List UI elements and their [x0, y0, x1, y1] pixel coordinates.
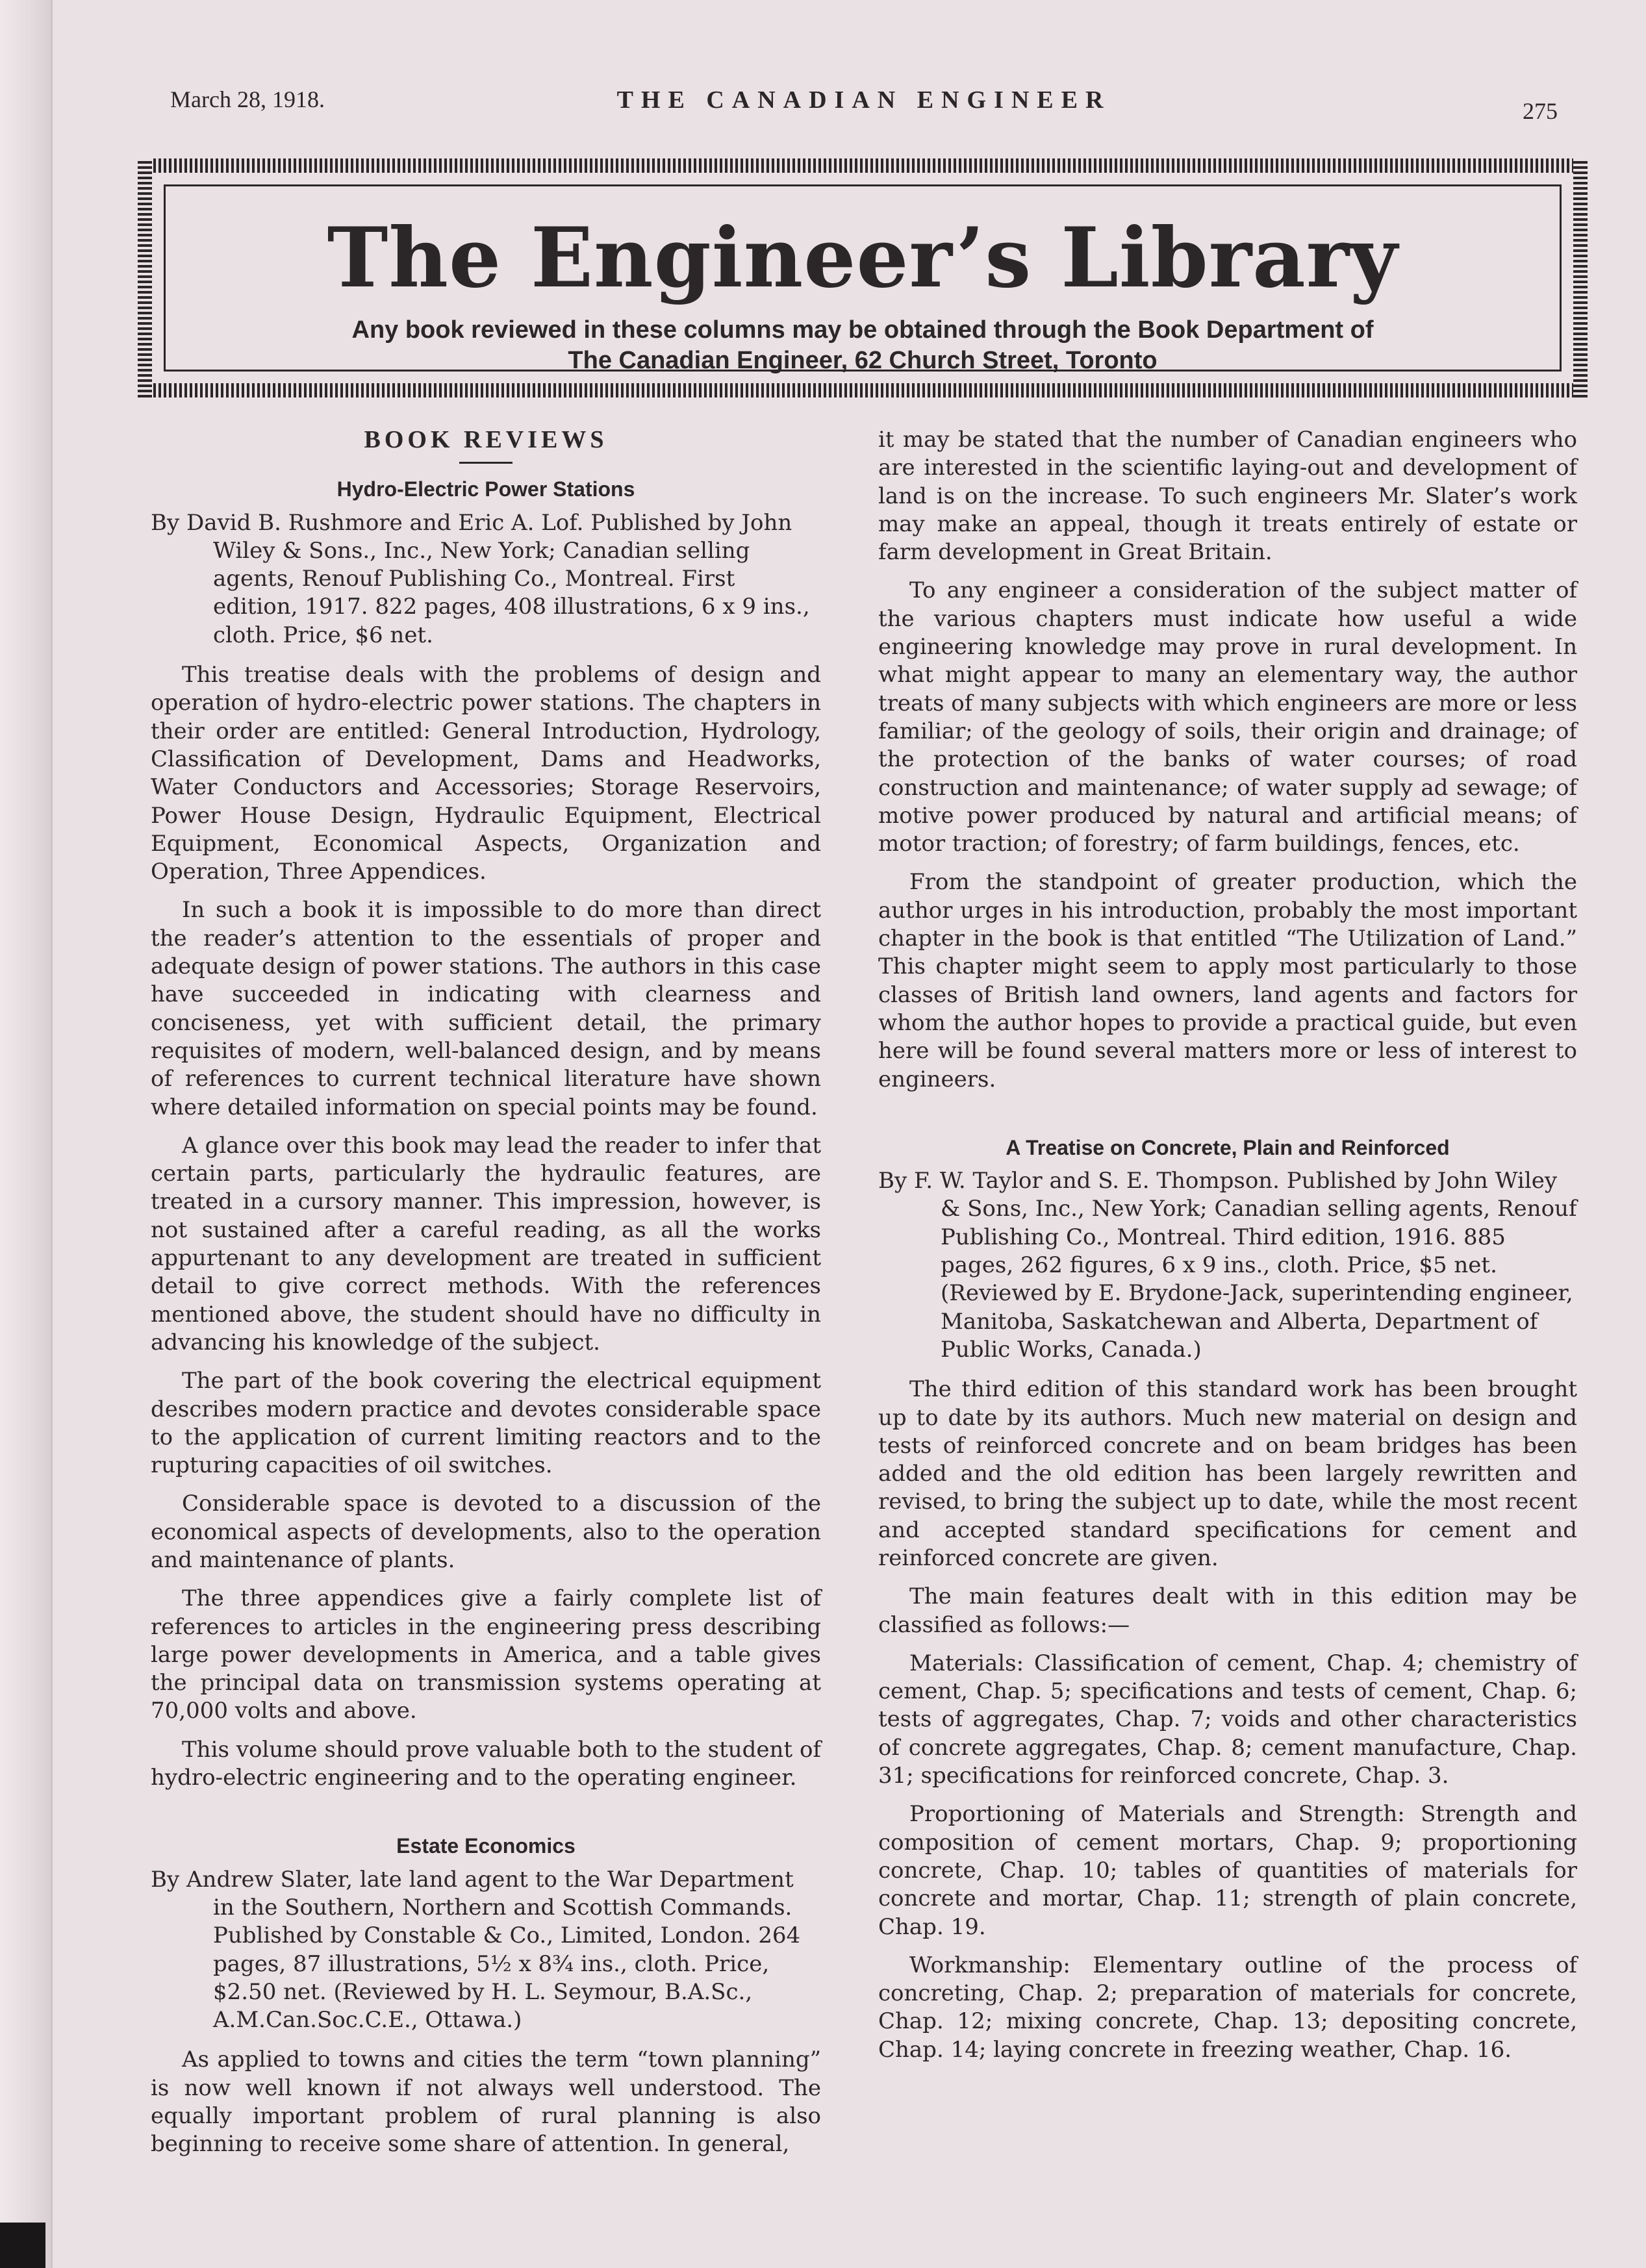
review-paragraph: This treatise deals with the problems of design and operation of hydro-electric power stations. The chapters in their order are entitled: General Introduction, Hydrology, Classification of Development, Dams and Headworks, Water Conductors and Accessories; Storage Reservoirs, Power House Design, Hydraulic Equipment, Electrical Equipment, Economical Aspects, Organization and Operation, Three Appendices. [151, 662, 821, 885]
review-paragraph: In such a book it is impossible to do more than direct the reader’s attention to the essentials of proper and adequate design of power stations. The authors in this case have succeeded in indicating with clearness and conciseness, yet with sufficient detail, the primary requisites of modern, well-balanced design, and by means of references to current technical literature have shown where detailed information on special points may be found. [151, 897, 821, 1120]
section-gap [878, 1104, 1577, 1134]
heading-rule [459, 462, 513, 464]
banner-title: The Engineer’s Library [327, 210, 1399, 306]
review-paragraph: From the standpoint of greater production, which the author urges in his introduction, probably the most important chapter in the book is that entitled “The Utilization of Land.” This chapter might seem to apply most particularly to those classes of British land owners, land agents and factors for whom the author hopes to provide a practical guide, but even here will be found several matters more or less of interest to engineers. [878, 869, 1577, 1092]
review-paragraph: To any engineer a consideration of the subject matter of the various chapters must indicate how useful a wide engineering knowledge may prove in rural development. In what might appear to many an elementary way, the author treats of many subjects with which engineers are more or less familiar; of the geology of soils, their origin and drainage; of the protection of the banks of water courses; of road construction and maintenance; of water supply ad sewage; of motive power produced by natural and artificial means; of motor traction; of forestry; of farm buildings, fences, etc. [878, 577, 1577, 857]
section-heading: BOOK REVIEWS [364, 426, 608, 453]
right-column [878, 426, 1577, 2074]
review-paragraph: The third edition of this standard work has been brought up to date by its authors. Much new material on design and tests of reinforced concrete and on beam bridges has been added and the old edition has been largely rewritten and revised, to bring the subject up to date, while the most recent and accepted standard specifications for cement and reinforced concrete are given. [878, 1376, 1577, 1571]
review-paragraph: This volume should prove valuable both to the student of hydro-electric engineering and to the operating engineer. [151, 1736, 821, 1791]
review-paragraph: The part of the book covering the electrical equipment describes modern practice and devotes considerable space to the application of current limiting reactors and to the rupturing capacities of oil switches. [151, 1368, 821, 1479]
journal-title: THE CANADIAN ENGINEER [616, 86, 1111, 114]
review-paragraph: The three appendices give a fairly complete list of references to articles in the engineering press describing large power developments in America, and a table gives the principal data on transmission systems operating at 70,000 volts and above. [151, 1585, 821, 1724]
banner-subtitle-line-1: Any book reviewed in these columns may be obtained through the Book Department of [351, 316, 1374, 344]
review-paragraph: As applied to towns and cities the term “town planning” is now well known if not always well understood. The equally important problem of rural planning is also beginning to receive some share of attention. In general, [151, 2047, 821, 2158]
review-paragraph: Proportioning of Materials and Strength: Strength and composition of cement mortars, Chap. 9; proportioning concrete, Chap. 10; tables of quantities of materials for concrete and mortar, Chap. 11; strength of plain concrete, Chap. 19. [878, 1801, 1577, 1940]
banner-border-left [138, 158, 152, 397]
review-paragraph-continued: it may be stated that the number of Canadian engineers who are interested in the scientific laying-out and development of land is on the increase. To such engineers Mr. Slater’s work may make an appeal, though it treats entirely of estate or farm development in Great Britain. [878, 427, 1577, 566]
library-banner [138, 158, 1588, 397]
banner-subtitle [166, 315, 1560, 376]
banner-frame [164, 184, 1562, 372]
review-title-estate: Estate Economics [396, 1834, 576, 1858]
banner-subtitle-line-2: The Canadian Engineer, 62 Church Street, Toronto [568, 347, 1158, 374]
review-byline-estate: By Andrew Slater, late land agent to the War Department in the Southern, Northern and Scottish Commands. Published by Constable & Co., Limited, London. 264 pages, 87 illustrations, 5½ x 8¾ ins., cloth. Price, $2.50 net. (Reviewed by H. L. Seymour, B.A.Sc., A.M.Can.Soc.C.E., Ottawa.) [151, 1866, 801, 2034]
review-paragraph: A glance over this book may lead the reader to infer that certain parts, particularly the hydraulic features, are treated in a cursory manner. This impression, however, is not sustained after a careful reading, as all the works appurtenant to any development are treated in sufficient detail to give correct methods. With the references mentioned above, the student should have no difficulty in advancing his knowledge of the subject. [151, 1132, 821, 1355]
review-title-hydro: Hydro-Electric Power Stations [336, 477, 635, 501]
review-paragraph: Considerable space is devoted to a discussion of the economical aspects of developments, also to the operation and maintenance of plants. [151, 1491, 821, 1573]
page-number: 275 [1523, 98, 1558, 124]
review-paragraph: Materials: Classification of cement, Chap. 4; chemistry of cement, Chap. 5; specifications and tests of cement, Chap. 6; tests of aggregates, Chap. 7; voids and other characteristics of concrete aggregates, Chap. 8; cement manufacture, Chap. 31; specifications for reinforced concrete, Chap. 3. [878, 1650, 1577, 1789]
banner-border-right [1573, 158, 1588, 397]
issue-date: March 28, 1918. [170, 86, 325, 112]
banner-border-bottom [138, 383, 1588, 397]
review-byline-hydro: By David B. Rushmore and Eric A. Lof. Published by John Wiley & Sons., Inc., New York; Canadian selling agents, Renouf Publishing Co., Montreal. First edition, 1917. 822 pages, 408 illustrations, 6 x 9 ins., cloth. Price, $6 net. [151, 509, 810, 648]
section-gap [151, 1802, 821, 1832]
page-spine [0, 0, 51, 2268]
scan-corner [0, 2223, 45, 2268]
page-gutter-edge [51, 0, 53, 2268]
review-byline-concrete: By F. W. Taylor and S. E. Thompson. Published by John Wiley & Sons, Inc., New York; Canadian selling agents, Renouf Publishing Co., Montreal. Third edition, 1916. 885 pages, 262 figures, 6 x 9 ins., cloth. Price, $5 net. (Reviewed by E. Brydone-Jack, superintending engineer, Manitoba, Saskatchewan and Alberta, Department of Public Works, Canada.) [878, 1168, 1577, 1363]
review-paragraph: The main features dealt with in this edition may be classified as follows:— [878, 1583, 1577, 1638]
review-paragraph: Workmanship: Elementary outline of the process of concreting, Chap. 2; preparation of materials for concrete, Chap. 12; mixing concrete, Chap. 13; depositing concrete, Chap. 14; laying concrete in freezing weather, Chap. 16. [878, 1952, 1577, 2063]
banner-border-top [138, 158, 1588, 173]
left-column [151, 426, 821, 2169]
running-head [170, 86, 1558, 125]
review-title-concrete: A Treatise on Concrete, Plain and Reinforced [1006, 1135, 1450, 1159]
